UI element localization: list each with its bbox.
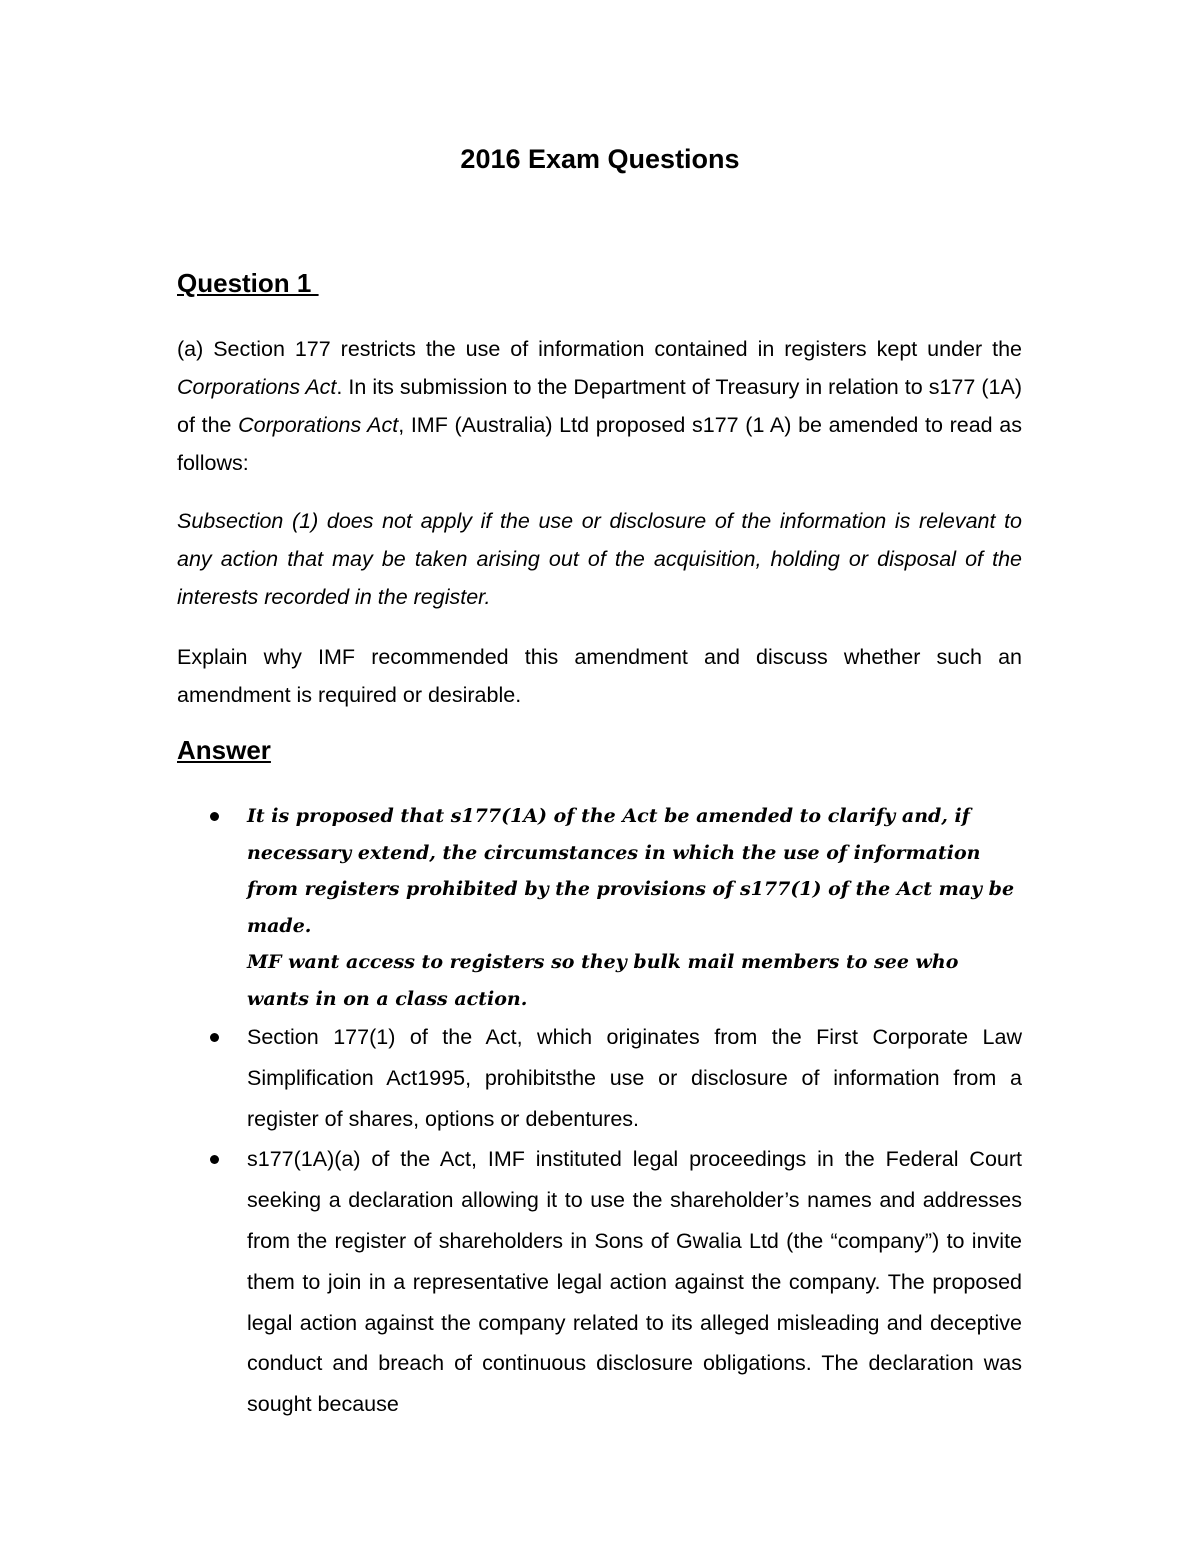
answer-item-text: s177(1A)(a) of the Act, IMF instituted legal proceedings in the Federal Court seeking a declaration allowing it to use the shareholder’s names and addresses from the register of shareholders in Sons of Gwalia Ltd (the “company”) to invite them to join in a representative legal action against the company. The proposed legal action against the company related to its alleged misleading and deceptive conduct and breach of continuous disclosure obligations. The declaration was sought because: [247, 1147, 1022, 1417]
question-intro: [177, 330, 1022, 482]
answer-item-note: MF want access to registers so they bulk mail members to see who wants in on a class action.: [247, 951, 959, 1010]
bullet-icon: [210, 812, 219, 821]
bullet-icon: [210, 1033, 219, 1042]
answer-item: [177, 798, 1022, 1017]
question-intro-part-1: (a) Section 177 restricts the use of information contained in registers kept under the: [177, 337, 1022, 361]
question-task: Explain why IMF recommended this amendment and discuss whether such an amendment is required or desirable.: [177, 645, 1022, 707]
answer-item-text: It is proposed that s177(1A) of the Act be amended to clarify and, if necessary extend, the circumstances in which the use of information from registers prohibited by the provisions of s177(1) of the Act may be made.: [247, 805, 1015, 937]
answer-list: [177, 798, 1022, 1425]
answer-item: [177, 1017, 1022, 1139]
answer-item: [177, 1139, 1022, 1425]
bullet-icon: [210, 1155, 219, 1164]
question-intro-part-3: , IMF (Australia) Ltd proposed s177 (1 A) be amended to read as follows:: [177, 413, 1022, 475]
document-title: 2016 Exam Questions: [460, 144, 740, 174]
question-heading: Question 1: [177, 268, 319, 298]
answer-item-text: Section 177(1) of the Act, which originates from the First Corporate Law Simplification Act1995, prohibitsthe use or disclosure of information from a register of shares, options or debentures.: [247, 1025, 1022, 1131]
proposed-subsection-quote: Subsection (1) does not apply if the use or disclosure of the information is relevant to any action that may be taken arising out of the acquisition, holding or disposal of the interests recorded in the register.: [177, 509, 1022, 609]
corporations-act-reference: Corporations Act: [238, 413, 399, 437]
corporations-act-reference: Corporations Act: [177, 375, 337, 399]
question-intro-part-2: . In its submission to the Department of Treasury in relation to s177 (1A) of the: [177, 375, 1022, 437]
answer-heading: Answer: [177, 735, 271, 765]
